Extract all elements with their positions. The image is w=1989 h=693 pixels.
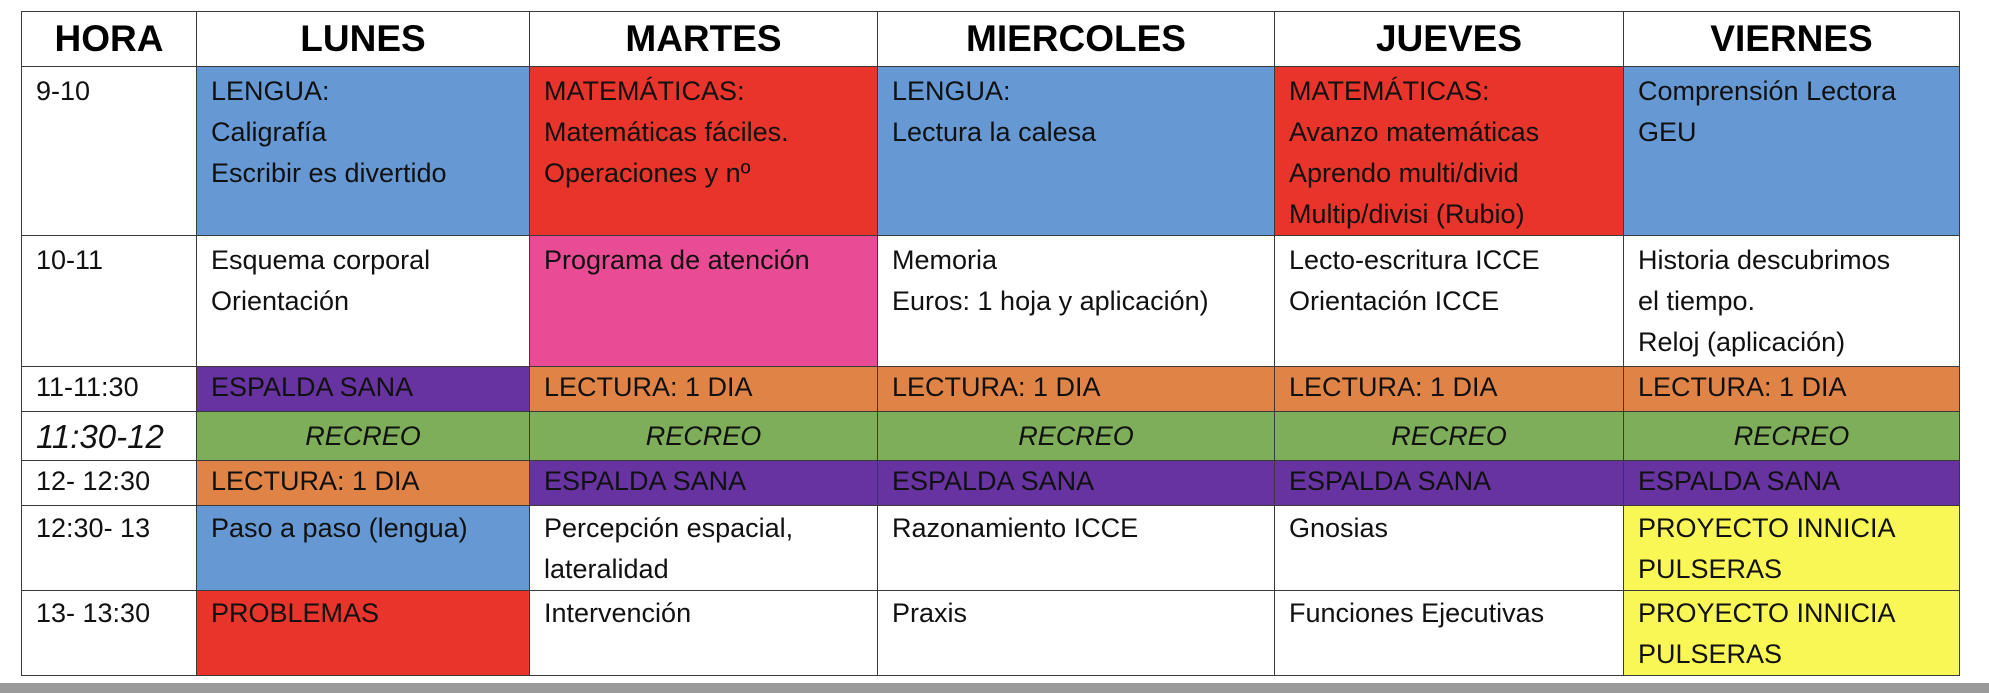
- header-martes: MARTES: [530, 12, 878, 67]
- time-label: 10-11: [36, 245, 104, 275]
- class-cell: [1275, 506, 1624, 591]
- class-line: Praxis: [892, 598, 968, 628]
- header-viernes: VIERNES: [1624, 12, 1960, 67]
- time-cell: [22, 367, 197, 412]
- time-cell: [22, 506, 197, 591]
- schedule-table: [21, 11, 1960, 676]
- class-line: PROBLEMAS: [211, 598, 380, 628]
- header-jueves: JUEVES: [1275, 12, 1624, 67]
- class-line: Avanzo matemáticas: [1289, 117, 1540, 147]
- class-line: Lectura la calesa: [892, 117, 1097, 147]
- class-line: Historia descubrimos: [1638, 245, 1891, 275]
- class-line: Comprensión Lectora: [1638, 76, 1897, 106]
- class-cell: [1275, 461, 1624, 506]
- class-cell: [197, 367, 530, 412]
- class-line: Multip/divisi (Rubio): [1289, 199, 1525, 229]
- class-line: LECTURA: 1 DIA: [892, 372, 1101, 402]
- recreo-cell: [1624, 412, 1960, 461]
- class-line: MATEMÁTICAS:: [1289, 76, 1490, 106]
- table-row: [22, 591, 1960, 676]
- class-line: ESPALDA SANA: [892, 466, 1095, 496]
- header-hora: HORA: [22, 12, 197, 67]
- class-cell: [1624, 591, 1960, 676]
- class-line: Percepción espacial,: [544, 513, 794, 543]
- class-line: ESPALDA SANA: [211, 372, 414, 402]
- class-line: Paso a paso (lengua): [211, 513, 468, 543]
- class-line: Euros: 1 hoja y aplicación): [892, 286, 1209, 316]
- class-cell: [1275, 236, 1624, 367]
- time-cell: [22, 591, 197, 676]
- class-cell: [530, 67, 878, 236]
- class-line: RECREO: [1391, 420, 1507, 451]
- class-line: Razonamiento ICCE: [892, 513, 1139, 543]
- class-cell: [197, 506, 530, 591]
- header-row: [22, 12, 1960, 67]
- class-cell: [530, 591, 878, 676]
- table-row: [22, 412, 1960, 461]
- time-cell: [22, 236, 197, 367]
- class-line: PULSERAS: [1638, 639, 1783, 669]
- class-line: RECREO: [1733, 420, 1850, 451]
- class-line: el tiempo.: [1638, 286, 1756, 316]
- class-line: Funciones Ejecutivas: [1289, 598, 1545, 628]
- time-label: 11-11:30: [36, 372, 139, 402]
- class-line: LENGUA:: [892, 76, 1011, 106]
- time-label: 9-10: [36, 76, 91, 106]
- class-cell: [1275, 367, 1624, 412]
- class-line: Orientación: [211, 286, 350, 316]
- class-cell: [1624, 367, 1960, 412]
- table-row: [22, 236, 1960, 367]
- class-line: ESPALDA SANA: [544, 466, 747, 496]
- time-label: 12- 12:30: [36, 466, 151, 496]
- class-cell: [1624, 236, 1960, 367]
- table-row: [22, 67, 1960, 236]
- class-cell: [878, 506, 1275, 591]
- class-cell: [197, 461, 530, 506]
- time-cell: [22, 67, 197, 236]
- class-line: Memoria: [892, 245, 998, 275]
- class-line: GEU: [1638, 117, 1697, 147]
- recreo-cell: [197, 412, 530, 461]
- class-line: ESPALDA SANA: [1638, 466, 1841, 496]
- class-cell: [530, 506, 878, 591]
- class-line: Gnosias: [1289, 513, 1389, 543]
- table-row: [22, 367, 1960, 412]
- class-line: Lecto-escritura ICCE: [1289, 245, 1540, 275]
- time-label: 13- 13:30: [36, 598, 151, 628]
- class-line: Programa de atención: [544, 245, 810, 275]
- class-line: Esquema corporal: [211, 245, 431, 275]
- class-line: LENGUA:: [211, 76, 330, 106]
- recreo-cell: [1275, 412, 1624, 461]
- class-cell: [197, 67, 530, 236]
- class-cell: [878, 236, 1275, 367]
- class-line: Operaciones y nº: [544, 158, 751, 188]
- class-line: Matemáticas fáciles.: [544, 117, 789, 147]
- class-cell: [1624, 67, 1960, 236]
- class-cell: [530, 236, 878, 367]
- time-label: 12:30- 13: [36, 513, 151, 543]
- class-line: PROYECTO INNICIA: [1638, 598, 1896, 628]
- class-cell: [1275, 591, 1624, 676]
- class-line: MATEMÁTICAS:: [544, 76, 745, 106]
- class-line: PULSERAS: [1638, 554, 1783, 584]
- class-line: Aprendo multi/divid: [1289, 158, 1519, 188]
- class-cell: [1624, 506, 1960, 591]
- time-cell: [22, 461, 197, 506]
- class-cell: [878, 591, 1275, 676]
- class-line: LECTURA: 1 DIA: [1289, 372, 1498, 402]
- class-line: LECTURA: 1 DIA: [544, 372, 753, 402]
- class-line: Intervención: [544, 598, 692, 628]
- class-line: Caligrafía: [211, 117, 327, 147]
- class-line: RECREO: [1018, 420, 1134, 451]
- class-cell: [878, 67, 1275, 236]
- recreo-cell: [530, 412, 878, 461]
- class-cell: [878, 461, 1275, 506]
- class-line: ESPALDA SANA: [1289, 466, 1492, 496]
- class-line: PROYECTO INNICIA: [1638, 513, 1896, 543]
- class-cell: [197, 591, 530, 676]
- class-cell: [197, 236, 530, 367]
- class-cell: [530, 367, 878, 412]
- header-miercoles: MIERCOLES: [878, 12, 1275, 67]
- class-cell: [530, 461, 878, 506]
- class-line: LECTURA: 1 DIA: [211, 466, 420, 496]
- class-line: lateralidad: [544, 554, 669, 584]
- class-cell: [1275, 67, 1624, 236]
- class-cell: [878, 367, 1275, 412]
- class-cell: [1624, 461, 1960, 506]
- time-label: 11:30-12: [36, 417, 164, 455]
- class-line: LECTURA: 1 DIA: [1638, 372, 1847, 402]
- class-line: RECREO: [305, 420, 421, 451]
- class-line: RECREO: [645, 420, 762, 451]
- table-row: [22, 461, 1960, 506]
- table-row: [22, 506, 1960, 591]
- recreo-cell: [878, 412, 1275, 461]
- page-bottom-bar: [0, 683, 1989, 693]
- class-line: Orientación ICCE: [1289, 286, 1500, 316]
- class-line: Escribir es divertido: [211, 158, 447, 188]
- header-lunes: LUNES: [197, 12, 530, 67]
- class-line: Reloj (aplicación): [1638, 327, 1846, 357]
- time-cell: [22, 412, 197, 461]
